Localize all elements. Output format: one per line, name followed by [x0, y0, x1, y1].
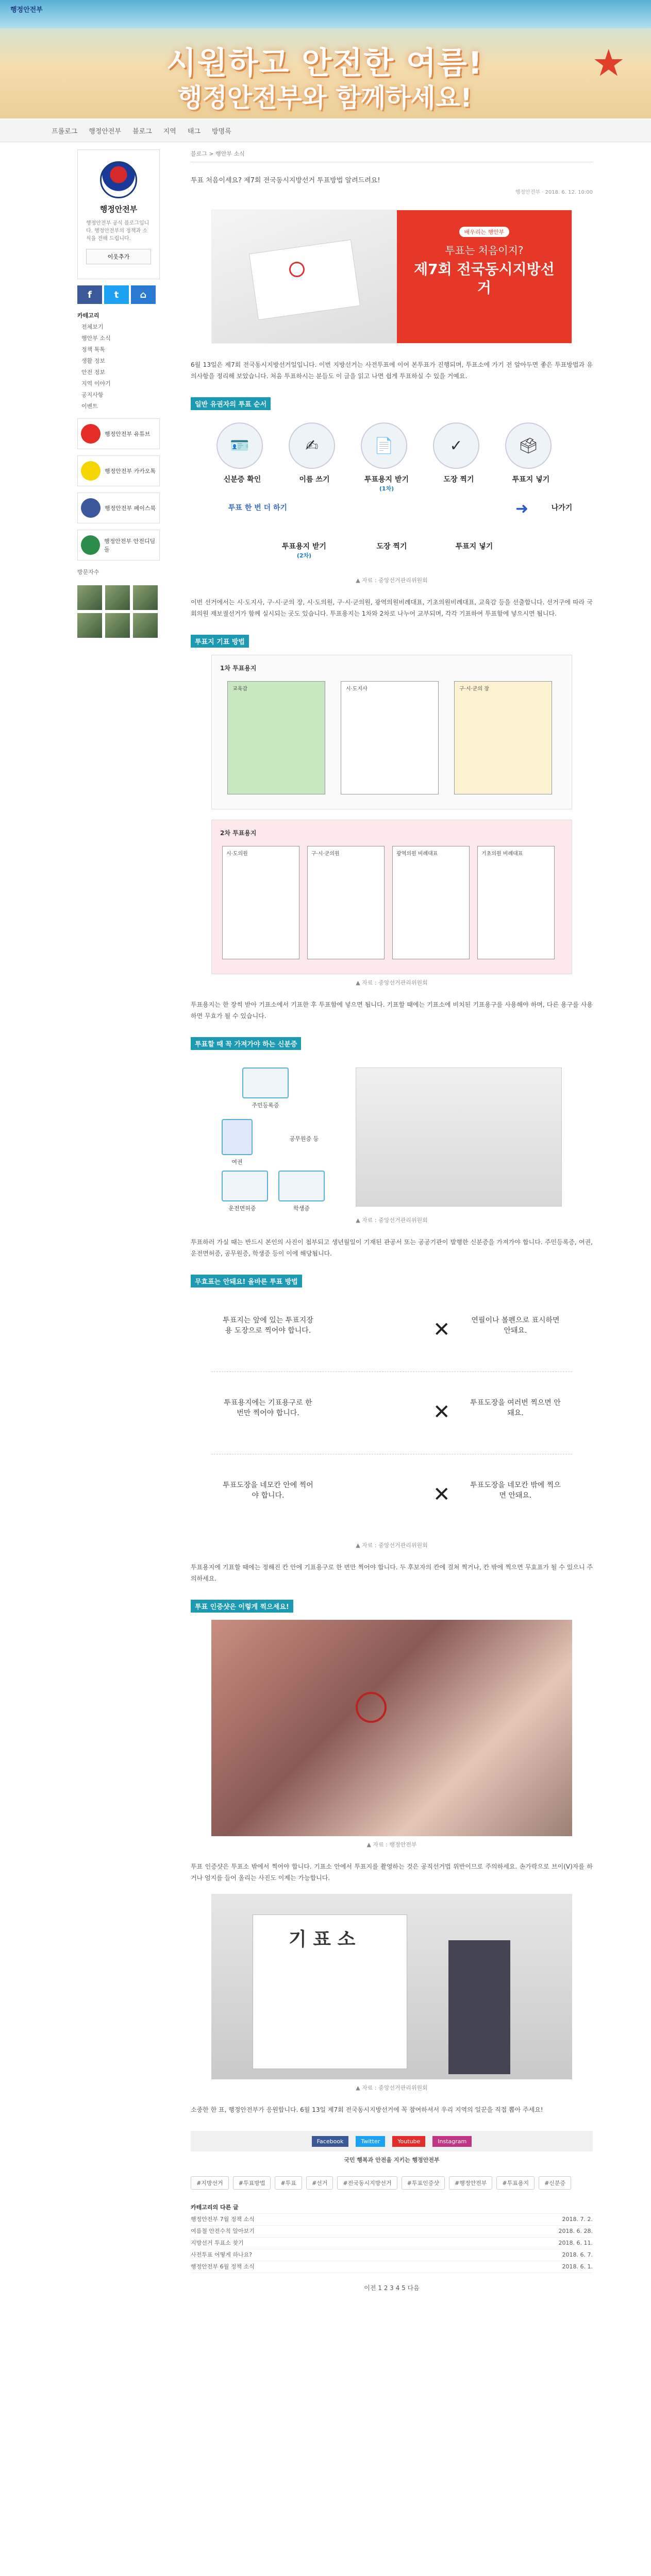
post-meta: 행정안전부 · 2018. 6. 12. 10:00 — [515, 190, 593, 195]
ballot-card — [392, 846, 470, 959]
list-item[interactable]: 여름철 안전수칙 알아보기 2018. 6. 28. — [191, 2226, 593, 2238]
nav-tag[interactable]: 태그 — [187, 128, 201, 135]
voter-figure — [448, 1940, 510, 2074]
thumb[interactable] — [105, 613, 130, 638]
hero-sub: 투표는 처음이지? — [445, 244, 524, 257]
twitter-icon[interactable]: t — [104, 285, 129, 304]
hero-image — [211, 210, 572, 344]
site-logo[interactable]: 행정안전부 — [10, 6, 43, 14]
thumb[interactable] — [77, 613, 102, 638]
license-icon — [222, 1171, 268, 1201]
ballot-booth-photo — [211, 1894, 572, 2079]
post-title: 투표 처음이세요? 제7회 전국동시지방선거 투표방법 알려드려요! — [191, 177, 380, 184]
id-label: 주민등록증 — [252, 1102, 279, 1109]
visitor-label: 방문자수 — [77, 569, 99, 575]
flow2-step-2: 도장 찍기 — [376, 543, 407, 551]
nav-prologue[interactable]: 프롤로그 — [52, 128, 78, 135]
tag[interactable]: #행정안전부 — [449, 2176, 492, 2190]
post-main — [191, 149, 593, 2302]
paragraph: 이번 선거에서는 시·도지사, 구·시·군의 장, 시·도의원, 구·시·군의원, 광역의원비례대표, 기초의원비례대표, 교육감 등을 선출합니다. 선거구에 따라 국회의원 재보궐선거가 함께 실시되는 곳도 있습니다. 투표용지는 1차와 2차로 나누어 교부되며, 각각 기표하여 투표함에 넣으시면 됩니다. — [191, 599, 593, 617]
category-item[interactable]: 정책 톡톡 — [81, 346, 106, 353]
x-icon: ✕ — [433, 1318, 450, 1342]
box-icon: 🗳 — [505, 422, 552, 469]
caption: ▲ 자료 : 중앙선거관리위원회 — [356, 979, 428, 986]
facebook-banner[interactable]: 행정안전부 페이스북 — [77, 493, 160, 523]
recent-thumbs — [77, 585, 160, 638]
booth-sign: 기 표 소 — [289, 1929, 356, 1950]
facebook-icon — [81, 498, 101, 518]
kakao-icon — [81, 461, 101, 481]
ballot1-diagram — [211, 655, 572, 809]
id-check-icon: 🪪 — [216, 422, 263, 469]
sign-icon: ✍ — [289, 422, 335, 469]
ballot-label: 시·도지사 — [346, 686, 368, 692]
ballot-card — [477, 846, 555, 959]
youtube-link[interactable]: Youtube — [392, 2136, 425, 2147]
instagram-link[interactable]: Instagram — [432, 2136, 472, 2147]
nav-local[interactable]: 지역 — [163, 128, 176, 135]
sns-links — [77, 285, 160, 304]
top-nav — [0, 120, 651, 142]
ballot-card — [222, 846, 299, 959]
ballot-card — [227, 681, 325, 794]
recent-posts — [191, 2202, 593, 2273]
tag[interactable]: #투표용지 — [496, 2176, 535, 2190]
id-card-icon — [242, 1067, 289, 1098]
valid-vote-rules — [211, 1295, 572, 1537]
ballot-card — [454, 681, 552, 794]
thumb[interactable] — [133, 613, 158, 638]
flow-step-4: 도장 찍기 — [443, 476, 474, 484]
category-item[interactable]: 안전 정보 — [81, 369, 106, 376]
id-label: 여권 — [231, 1159, 243, 1165]
stamp-icon: ✓ — [433, 422, 479, 469]
list-item[interactable]: 지방선거 투표소 찾기 2018. 6. 11. — [191, 2238, 593, 2249]
hero-text — [397, 210, 572, 343]
flow2-step-1: 투표용지 받기 (2차) — [281, 543, 327, 559]
section-heading: 무효표는 안돼요! 올바른 투표 방법 — [191, 1275, 302, 1287]
ballot-label: 구·시·군의 장 — [459, 686, 489, 692]
facebook-link[interactable]: Facebook — [312, 2136, 349, 2147]
tag-list — [191, 2176, 593, 2190]
tag[interactable]: #선거 — [306, 2176, 333, 2190]
x-icon: ✕ — [433, 1400, 450, 1424]
voting-flow-diagram — [211, 417, 572, 572]
nav-guestbook[interactable]: 방명록 — [211, 128, 231, 135]
ballot-label: 광역의원 비례대표 — [396, 851, 438, 857]
flow-step-1: 신분증 확인 — [223, 476, 261, 484]
kakao-banner[interactable]: 행정안전부 카카오톡 — [77, 455, 160, 486]
section-heading: 투표지 기표 방법 — [191, 635, 249, 648]
tag[interactable]: #투표 — [275, 2176, 302, 2190]
youtube-banner[interactable]: 행정안전부 유튜브 — [77, 418, 160, 449]
thumb[interactable] — [105, 585, 130, 610]
flow-more: 투표 한 번 더 하기 — [228, 504, 288, 512]
flow-step-3: 투표용지 받기 (1차) — [364, 476, 409, 492]
category-item[interactable]: 지역 이야기 — [81, 380, 111, 387]
ballot-card — [341, 681, 439, 794]
blog-desc: 행정안전부 공식 블로그입니다. 행정안전부의 정책과 소식을 전해 드립니다. — [86, 221, 149, 242]
student-card-icon — [278, 1171, 325, 1201]
polling-desk-illustration — [356, 1067, 562, 1207]
ballot-label: 기초의원 비례대표 — [481, 851, 523, 857]
breadcrumb: 블로그 > 행안부 소식 — [191, 149, 593, 162]
flow-out: 나가기 — [551, 504, 573, 512]
tag[interactable]: #투표방법 — [233, 2176, 271, 2190]
caption: ▲ 자료 : 중앙선거관리위원회 — [356, 1217, 428, 1224]
x-icon: ✕ — [433, 1483, 450, 1506]
flow-step-5: 투표지 넣기 — [512, 476, 550, 484]
flow-step-2: 이름 쓰기 — [299, 476, 330, 484]
blog-title: 행정안전부 — [99, 205, 138, 214]
tag[interactable]: #전국동시지방선거 — [337, 2176, 397, 2190]
section-heading: 투표 인증샷은 이렇게 찍으세요! — [191, 1600, 293, 1613]
safety-banner[interactable]: 행정안전부 안전디딤돌 — [77, 530, 160, 561]
blog-profile — [77, 149, 160, 279]
id-label: 운전면허증 — [228, 1205, 256, 1212]
ballot1-title: 1차 투표용지 — [220, 665, 257, 672]
category-title: 카테고리 — [77, 312, 99, 319]
category-list — [77, 310, 160, 412]
hero-tag: 배우리는 행안부 — [459, 227, 510, 237]
header-subtitle: 행정안전부와 함께하세요! — [177, 83, 472, 113]
share-bar — [191, 2131, 593, 2151]
ballot-label: 구·시·군의원 — [311, 851, 340, 857]
ballot-icon: 📄 — [361, 422, 407, 469]
id-other: 공무원증 등 — [289, 1136, 319, 1142]
rule-row: 투표도장을 네모칸 안에 찍어야 합니다. ✕ 투표도장을 네모칸 밖에 찍으면 안돼요. — [223, 1481, 561, 1506]
home-icon[interactable]: ⌂ — [131, 285, 156, 304]
hero-ballot-photo — [212, 210, 397, 343]
add-neighbor-button[interactable]: 이웃추가 — [86, 249, 151, 264]
paragraph: 투표용지는 한 장씩 받아 기표소에서 기표한 후 투표함에 넣으면 됩니다. 기표할 때에는 기표소에 비치된 기표용구를 사용해야 하며, 다른 용구를 사용하면 무효가 될 수 있습니다. — [191, 1001, 593, 1020]
caption: ▲ 자료 : 중앙선거관리위원회 — [356, 577, 428, 584]
list-item[interactable]: 행정안전부 7월 정책 소식 2018. 7. 2. — [191, 2214, 593, 2226]
ballot2-diagram — [211, 820, 572, 974]
recent-title: 카테고리의 다른 글 — [191, 2202, 593, 2214]
safety-icon — [81, 535, 100, 555]
starfish-icon: ★ — [592, 41, 625, 84]
header-title: 시원하고 안전한 여름! — [166, 45, 483, 81]
paragraph: 투표용지에 기표할 때에는 정해진 칸 안에 기표용구로 한 번만 찍어야 합니다. 두 후보자의 칸에 걸쳐 찍거나, 칸 밖에 찍으면 무효표가 될 수 있으니 주의하세요. — [191, 1564, 593, 1582]
tag[interactable]: #신분증 — [539, 2176, 571, 2190]
twitter-link[interactable]: Twitter — [356, 2136, 385, 2147]
paragraph: 6월 13일은 제7회 전국동시지방선거일입니다. 이번 지방선거는 사전투표에 이어 본투표가 진행되며, 투표소에 가기 전 알아두면 좋은 투표방법과 유의사항을 정리해 보았습니다. 처음 투표하시는 분들도 이 글을 읽고 나면 쉽게 투표하실 수 있을 거예요. — [191, 361, 593, 380]
ministry-slogan: 국민 행복과 안전을 지키는 행정안전부 — [344, 2157, 440, 2163]
ballot-label: 교육감 — [232, 686, 247, 692]
hero-big: 제7회 전국동시지방선거 — [414, 261, 555, 296]
caption: ▲ 자료 : 중앙선거관리위원회 — [356, 2084, 428, 2091]
ministry-seal-icon — [100, 161, 137, 198]
id-cards-illustration — [211, 1057, 572, 1212]
category-item[interactable]: 공지사항 — [81, 392, 104, 398]
thumb[interactable] — [133, 585, 158, 610]
paragraph: 소중한 한 표, 행정안전부가 응원합니다. 6월 13일 제7회 전국동시지방선거에 꼭 참여하셔서 우리 지역의 일꾼을 직접 뽑아 주세요! — [191, 2106, 543, 2113]
category-item[interactable]: 생활 정보 — [81, 358, 106, 364]
ballot-card — [307, 846, 385, 959]
rule-row: 투표용지에는 기표용구로 한 번만 찍어야 합니다. ✕ 투표도장을 여러번 찍으면 안돼요. — [211, 1377, 572, 1454]
tag[interactable]: #투표인증샷 — [402, 2176, 445, 2190]
thumb[interactable] — [77, 585, 102, 610]
list-item[interactable]: 행정안전부 6월 정책 소식 2018. 6. 1. — [191, 2261, 593, 2273]
flow2-step-3: 투표지 넣기 — [455, 543, 493, 551]
facebook-icon[interactable]: f — [77, 285, 102, 304]
paragraph: 투표 인증샷은 투표소 밖에서 찍어야 합니다. 기표소 안에서 투표지를 촬영하는 것은 공직선거법 위반이므로 주의하세요. 손가락으로 브이(V)자를 하거나 엄지를 들어 올리는 사진도 이제는 가능합니다. — [191, 1863, 593, 1882]
youtube-icon — [81, 424, 101, 444]
category-item[interactable]: 이벤트 — [81, 403, 98, 410]
stamped-hand-photo — [211, 1620, 572, 1836]
header-banner — [0, 0, 651, 118]
arrow-icon: ➜ — [515, 500, 529, 518]
sidebar — [77, 149, 160, 638]
nav-blog[interactable]: 블로그 — [132, 128, 152, 135]
caption: ▲ 자료 : 중앙선거관리위원회 — [356, 1542, 428, 1549]
ballot2-title: 2차 투표용지 — [220, 829, 257, 837]
rule-row: 투표지는 앞에 있는 투표지장용 도장으로 찍어야 합니다. ✕ 연필이나 볼펜으로 표시하면 안돼요. — [211, 1295, 572, 1372]
caption: ▲ 자료 : 행정안전부 — [366, 1841, 417, 1848]
pagination[interactable]: 이전 1 2 3 4 5 다음 — [364, 2284, 420, 2292]
passport-icon — [222, 1119, 253, 1155]
sea-band — [0, 0, 651, 28]
paragraph: 투표하러 가실 때는 반드시 본인의 사진이 첩부되고 생년월일이 기재된 관공서 또는 공공기관이 발행한 신분증을 가져가야 합니다. 주민등록증, 여권, 운전면허증, 공무원증, 학생증 등이 이에 해당됩니다. — [191, 1239, 593, 1257]
list-item[interactable]: 사전투표 어떻게 하나요? 2018. 6. 7. — [191, 2249, 593, 2261]
stamp-mark — [356, 1692, 387, 1723]
id-label: 학생증 — [293, 1205, 310, 1212]
category-item[interactable]: 전체보기 — [81, 324, 104, 330]
nav-ministry[interactable]: 행정안전부 — [89, 128, 122, 135]
section-heading: 투표할 때 꼭 가져가야 하는 신분증 — [191, 1037, 301, 1050]
section-heading: 일반 유권자의 투표 순서 — [191, 397, 271, 410]
tag[interactable]: #지방선거 — [191, 2176, 229, 2190]
ballot-label: 시·도의원 — [226, 851, 248, 857]
category-item[interactable]: 행안부 소식 — [81, 335, 111, 342]
